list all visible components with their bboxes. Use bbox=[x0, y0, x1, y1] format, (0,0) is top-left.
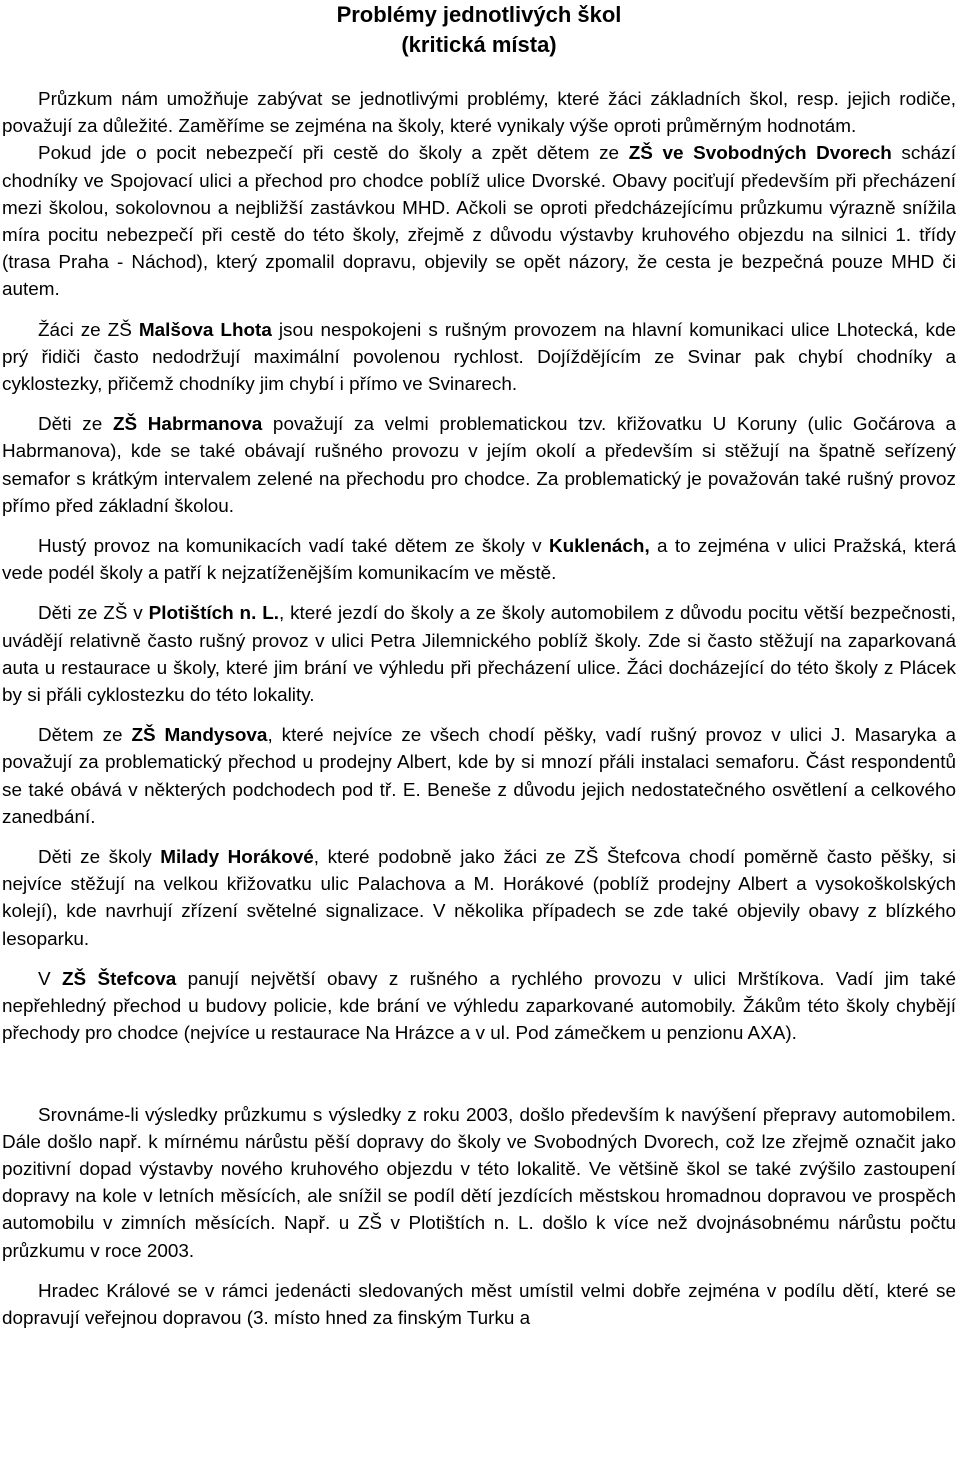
bold-school-name: Malšova Lhota bbox=[138, 319, 272, 341]
paragraph-horakove bbox=[2, 844, 956, 953]
paragraph-srovnani-2003 bbox=[2, 1102, 956, 1265]
paragraph-habrmanova bbox=[2, 411, 956, 520]
paragraph-malsova-lhota bbox=[2, 317, 956, 399]
text-segment: jsou nespokojeni s rušným provozem na hlavní komunikaci ulice Lhotecká, kde prý řidiči často nedodržují maximální povolenou rychlost. Dojíždějícím ze Svinar pak chybí chodníky a cyklostezky, přičemž chodníky jim chybí i přímo ve Svinarech. bbox=[2, 319, 956, 396]
document-title bbox=[2, 0, 956, 60]
paragraph-mandysova bbox=[2, 722, 956, 831]
text-segment: považují za velmi problematickou tzv. křižovatku U Koruny (ulic Gočárova a Habrmanova), kde se také obávají rušného provozu v jejím okolí a především si stěžují na špatně seřízený semafor s krátkým intervalem zelené na přechodu pro chodce. Za problematický je považován také rušný provoz přímo před základní školou. bbox=[2, 414, 956, 517]
text-segment: Pokud jde o pocit nebezpečí při cestě do školy a zpět dětem ze bbox=[38, 143, 629, 165]
paragraph-hradec-kralove bbox=[2, 1278, 956, 1332]
title-line-1: Problémy jednotlivých škol bbox=[336, 2, 622, 27]
paragraph-plotiste bbox=[2, 600, 956, 709]
bold-school-name: Plotištích n. L. bbox=[148, 603, 279, 625]
text-segment: Děti ze bbox=[38, 414, 113, 436]
bold-school-name: ZŠ Štefcova bbox=[62, 968, 177, 990]
text-segment: a to zejména v ulici Pražská, která vede podél školy a patří k nejzatíženějším komunikacím ve městě. bbox=[2, 536, 957, 585]
text-segment: Srovnáme-li výsledky průzkumu s výsledky z roku 2003, došlo především k navýšení přepravy automobilem. Dále došlo např. k mírnému nárůstu pěší dopravy do školy ve Svobodných Dvorech, což lze zřejmě označit jako pozitivní dopad výstavby nového kruhového objezdu v této lokalitě. Ve většině škol se také zvýšilo zastoupení dopravy na kole v letních měsících, ale snížil se podíl dětí jezdících městskou hromadnou dopravou ve prospěch automobilu v zimních měsících. Např. u ZŠ v Plotištích n. L. došlo k více než dvojnásobnému nárůstu počtu průzkumu v roce 2003. bbox=[2, 1104, 956, 1262]
text-segment: Hustý provoz na komunikacích vadí také dětem ze školy v bbox=[38, 536, 549, 558]
bold-school-name: ZŠ ve Svobodných Dvorech bbox=[628, 143, 892, 165]
paragraph-stefcova bbox=[2, 966, 956, 1048]
bold-school-name: Milady Horákové bbox=[160, 847, 314, 869]
text-segment: Průzkum nám umožňuje zabývat se jednotlivými problémy, které žáci základních škol, resp. jejich rodiče, považují za důležité. Zaměříme se zejména na školy, které vynikaly výše oproti průměrným hodnotám. bbox=[2, 89, 956, 138]
document-body bbox=[2, 86, 956, 1332]
text-segment: , které podobně jako žáci ze ZŠ Štefcova chodí poměrně často pěšky, si nejvíce stěžují na velkou křižovatku ulic Palachova a M. Horákové (poblíž prodejny Albert a vysokoškolských kolejí), kde navrhují zřízení světelné signalizace. V několika případech se zde také objevily obavy z blízkého lesoparku. bbox=[2, 847, 956, 950]
text-segment: Dětem ze bbox=[38, 725, 132, 747]
paragraph-kuklena bbox=[2, 533, 956, 587]
text-segment: Děti ze ZŠ v bbox=[38, 603, 149, 625]
text-segment: Hradec Králové se v rámci jedenácti sledovaných měst umístil velmi dobře zejména v podílu dětí, které se dopravují veřejnou dopravou (3. místo hned za finským Turku a bbox=[2, 1280, 956, 1329]
paragraph-svobodne-dvory bbox=[2, 140, 956, 303]
text-segment: V bbox=[38, 968, 62, 990]
bold-school-name: ZŠ Habrmanova bbox=[112, 414, 263, 436]
text-segment: , které jezdí do školy a ze školy automobilem z důvodu pocitu větší bezpečnosti, uvádějí relativně často rušný provoz v ulici Petra Jilemnického poblíž školy. Zde si často stěžují na zaparkovaná auta u restaurace u školy, které jim brání ve výhledu při přecházení ulice. Žáci docházející do této školy z Plácek by si přáli cyklostezku do této lokality. bbox=[2, 603, 956, 707]
text-segment: schází chodníky ve Spojovací ulici a přechod pro chodce poblíž ulice Dvorské. Obavy pociťují především při přecházení mezi školou, sokolovnou a nejbližší zastávkou MHD. Ačkoli se oproti předcházejícímu průzkumu výrazně snížila míra pocitu nebezpečí při cestě do této školy, zřejmě z důvodu výstavby kruhového objezdu na silnici 1. třídy (trasa Praha - Náchod), který zpomalil dopravu, objevily se opět názory, že cesta je bezpečná pouze MHD či autem. bbox=[2, 143, 956, 301]
paragraph-intro bbox=[2, 86, 956, 140]
bold-school-name: Kuklenách, bbox=[548, 536, 650, 558]
title-line-2: (kritická místa) bbox=[401, 32, 557, 57]
text-segment: Děti ze školy bbox=[38, 847, 161, 869]
bold-school-name: ZŠ Mandysova bbox=[131, 725, 268, 747]
text-segment: Žáci ze ZŠ bbox=[38, 319, 139, 341]
text-segment: panují největší obavy z rušného a rychlého provozu v ulici Mrštíkova. Vadí jim také nepřehledný přechod u budovy policie, kde brání ve výhledu zaparkované automobily. Žákům této školy chybějí přechody pro chodce (nejvíce u restaurace Na Hrázce a v ul. Pod zámečkem u penzionu AXA). bbox=[2, 968, 956, 1045]
text-segment: , které nejvíce ze všech chodí pěšky, vadí rušný provoz v ulici J. Masaryka a považují za problematický přechod u prodejny Albert, kde by si mnozí přáli instalaci semaforu. Část respondentů se také obává v některých podchodech pod tř. E. Beneše z důvodu jejich nedostatečného osvětlení a celkového zanedbání. bbox=[2, 725, 956, 828]
